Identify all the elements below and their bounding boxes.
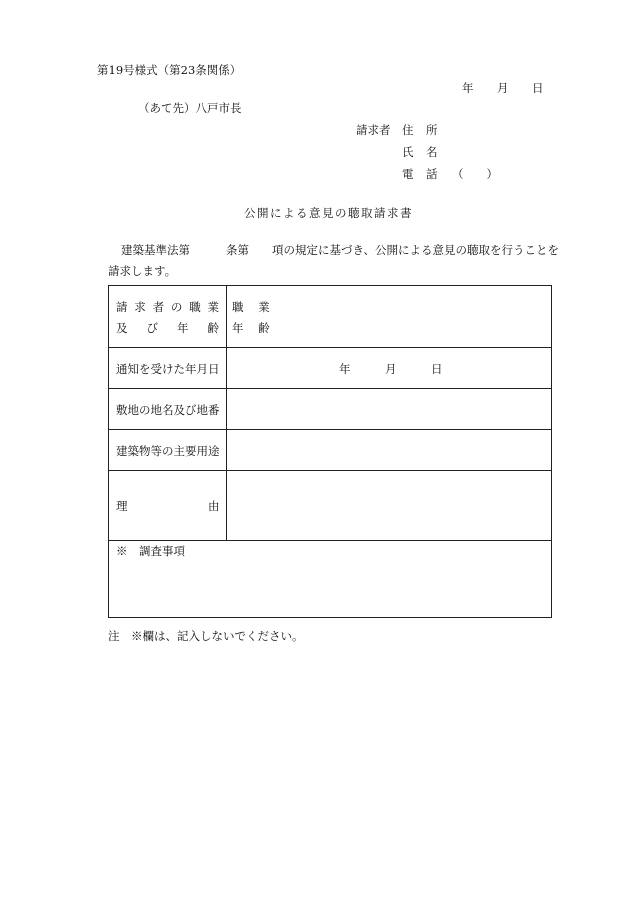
address-label-2: 所 [426,123,438,137]
label-char: 業 [258,300,270,314]
notification-date-year: 年 [339,362,351,376]
column-divider [226,286,227,540]
body-line1-a: 建築基準法第 [121,243,190,257]
notification-date-label: 通知を受けた年月日 [116,362,220,376]
row-divider [109,429,551,430]
label-char: 齢 [207,321,219,335]
phone-parens: （ ） [452,167,498,181]
date-day-label: 日 [532,81,544,95]
reason-label-b: 由 [208,499,220,513]
name-label-1: 氏 [402,145,414,159]
body-line2: 請求します。 [108,264,177,278]
row-divider [109,388,551,389]
label-char: 齢 [258,321,270,335]
label-char: 年 [232,321,244,335]
notification-date-day: 日 [431,362,443,376]
body-line1-c: 項の規定に基づき、公開による意見の聴取を行うことを [272,243,560,257]
row-divider [109,347,551,348]
label-char: 求 [134,300,146,314]
investigation-items-label: ※ 調査事項 [116,544,185,558]
site-location-label: 敷地の地名及び地番 [116,403,220,417]
phone-label-1: 電 [402,167,414,181]
label-char: 年 [177,321,189,335]
requester-label: 請求者 [356,123,391,137]
phone-label-2: 話 [426,167,438,181]
request-form-table [108,285,552,618]
occupation-age-label-line2 [116,320,219,336]
label-char: 職 [232,300,244,314]
document-title: 公開による意見の聴取請求書 [244,206,413,220]
body-line1-b: 条第 [226,243,249,257]
date-month-label: 月 [497,81,509,95]
form-number: 第19号様式（第23条関係） [97,63,242,77]
name-label-2: 名 [426,145,438,159]
building-use-label: 建築物等の主要用途 [116,444,220,458]
row-divider [109,470,551,471]
reason-label-a: 理 [116,499,128,513]
label-char: 者 [152,300,165,314]
occupation-field-label [232,299,270,315]
age-field-label [232,320,270,336]
address-label-1: 住 [402,123,414,137]
label-char: 職 [189,300,201,314]
date-year-label: 年 [462,81,474,95]
label-char: 及 [116,321,128,335]
row-divider [109,540,551,541]
addressee: （あて先）八戸市長 [138,101,242,115]
label-char: 業 [207,300,219,314]
label-char: 請 [116,300,128,314]
label-char: び [146,321,158,335]
occupation-age-label-line1 [116,299,219,315]
notification-date-month: 月 [385,362,397,376]
footnote: 注 ※欄は、記入しないでください。 [108,629,304,643]
label-char: の [170,300,183,314]
